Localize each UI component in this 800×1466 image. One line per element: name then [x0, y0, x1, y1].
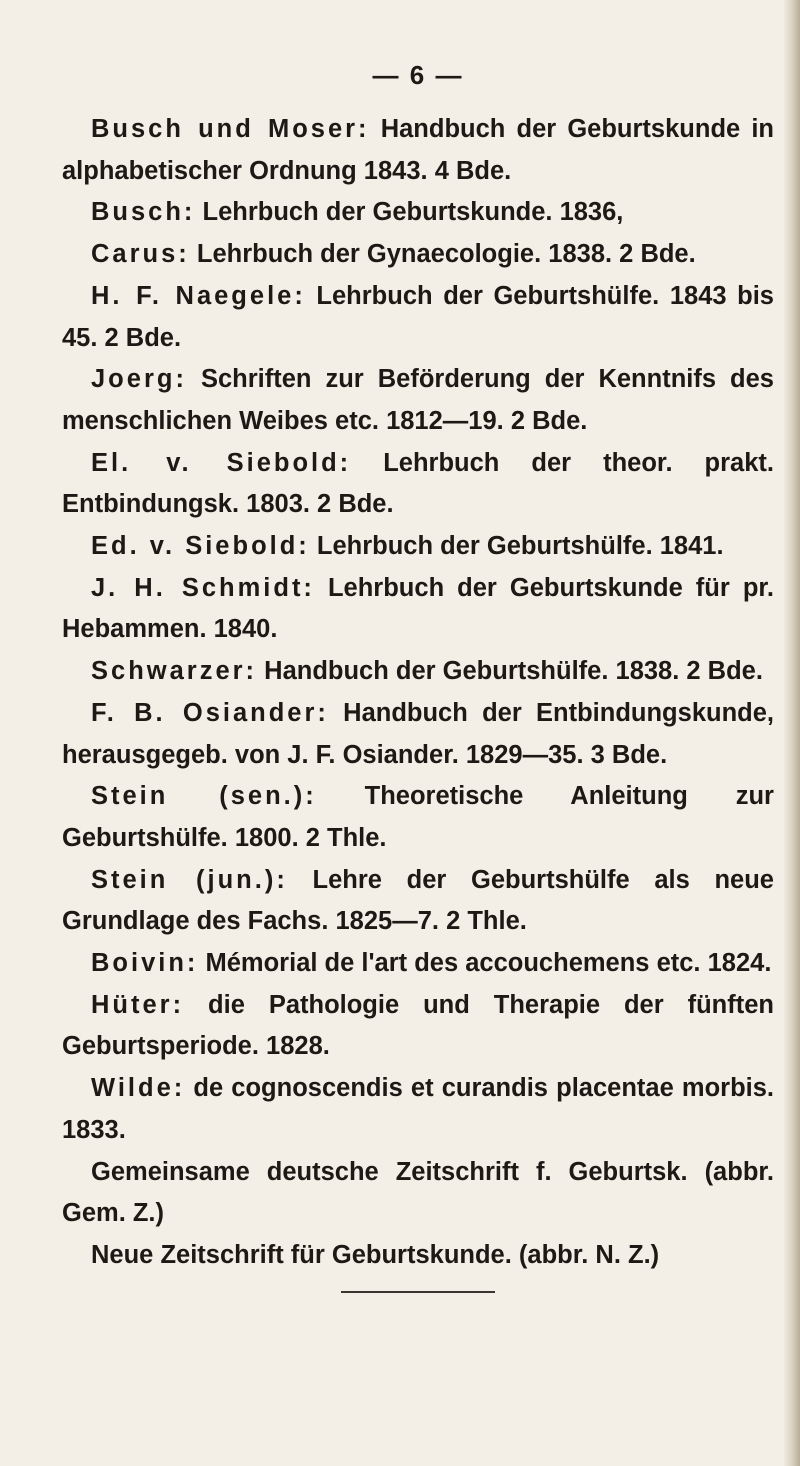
entry-author: Ed. v. Siebold: — [91, 532, 310, 561]
bibliography-entry — [62, 1152, 774, 1235]
bibliography-entry — [62, 276, 774, 359]
bibliography-entry — [62, 1068, 774, 1151]
bibliography-entry — [62, 109, 774, 192]
entry-author: Stein (jun.): — [91, 865, 288, 894]
bibliography-entry — [62, 568, 774, 651]
entry-author: Busch: — [91, 198, 196, 227]
entry-author: Busch und Moser: — [91, 115, 370, 143]
entry-author: El. v. Siebold: — [91, 448, 352, 477]
bibliography-entry — [62, 860, 774, 943]
bibliography-entry — [62, 651, 774, 693]
entry-author: Hüter: — [91, 990, 185, 1019]
bibliography-entry — [62, 1235, 774, 1277]
entry-text: Lehrbuch der Geburtshülfe. 1843 bis 45. 2 Bde. — [62, 281, 774, 352]
bibliography-entry — [62, 776, 774, 859]
entry-text: Lehrbuch der theor. prakt. Entbindungsk. 1803. 2 Bde. — [62, 448, 774, 519]
entry-text: Handbuch der Entbindungskunde, herausgegeb. von J. F. Osiander. 1829—35. 3 Bde. — [62, 698, 774, 769]
entry-text: Handbuch der Geburtshülfe. 1838. 2 Bde. — [257, 657, 763, 686]
bibliography-entry — [62, 943, 774, 985]
section-divider — [341, 1291, 495, 1293]
book-page — [62, 55, 774, 1293]
bibliography-entry — [62, 192, 774, 234]
entry-text: Lehrbuch der Geburtskunde für pr. Hebammen. 1840. — [62, 573, 774, 644]
entry-text: Mémorial de l'art des accouchemens etc. 1824. — [198, 949, 772, 978]
bibliography-list — [62, 109, 774, 1277]
entry-author: Stein (sen.): — [91, 782, 317, 811]
entry-text: die Pathologie und Therapie der fünften Geburtsperiode. 1828. — [62, 990, 774, 1061]
page-number: — 6 — — [372, 60, 464, 90]
entry-text: de cognoscendis et curandis placentae morbis. 1833. — [62, 1074, 774, 1144]
bibliography-entry — [62, 985, 774, 1068]
entry-author: J. H. Schmidt: — [91, 573, 315, 602]
entry-text: Schriften zur Beförderung der Kenntnifs des menschlichen Weibes etc. 1812—19. 2 Bde. — [62, 365, 774, 435]
bibliography-entry — [62, 693, 774, 776]
entry-text: Neue Zeitschrift für Geburtskunde. (abbr. N. Z.) — [91, 1240, 660, 1269]
entry-text: Lehrbuch der Geburtshülfe. 1841. — [309, 532, 724, 561]
entry-author: Boivin: — [91, 949, 199, 978]
entry-text: Theoretische Anleitung zur Geburtshülfe. 1800. 2 Thle. — [62, 782, 774, 852]
entry-author: H. F. Naegele: — [91, 281, 306, 310]
book-gutter-edge — [784, 0, 800, 1466]
bibliography-entry — [62, 526, 774, 568]
entry-text: Lehrbuch der Gynaecologie. 1838. 2 Bde. — [189, 240, 696, 269]
entry-text: Gemeinsame deutsche Zeitschrift f. Geburtsk. (abbr. Gem. Z.) — [62, 1157, 774, 1228]
entry-text: Handbuch der Geburtskunde in alphabetischer Ordnung 1843. 4 Bde. — [62, 115, 775, 185]
bibliography-entry — [62, 234, 774, 276]
entry-author: Carus: — [91, 240, 190, 269]
entry-author: Schwarzer: — [91, 657, 258, 686]
entry-author: Joerg: — [91, 365, 187, 394]
entry-author: Wilde: — [91, 1074, 186, 1103]
entry-author: F. B. Osiander: — [91, 698, 329, 727]
bibliography-entry — [62, 443, 774, 526]
entry-text: Lehrbuch der Geburtskunde. 1836, — [195, 198, 624, 227]
entry-text: Lehre der Geburtshülfe als neue Grundlage des Fachs. 1825—7. 2 Thle. — [62, 865, 774, 936]
bibliography-entry — [62, 359, 774, 442]
